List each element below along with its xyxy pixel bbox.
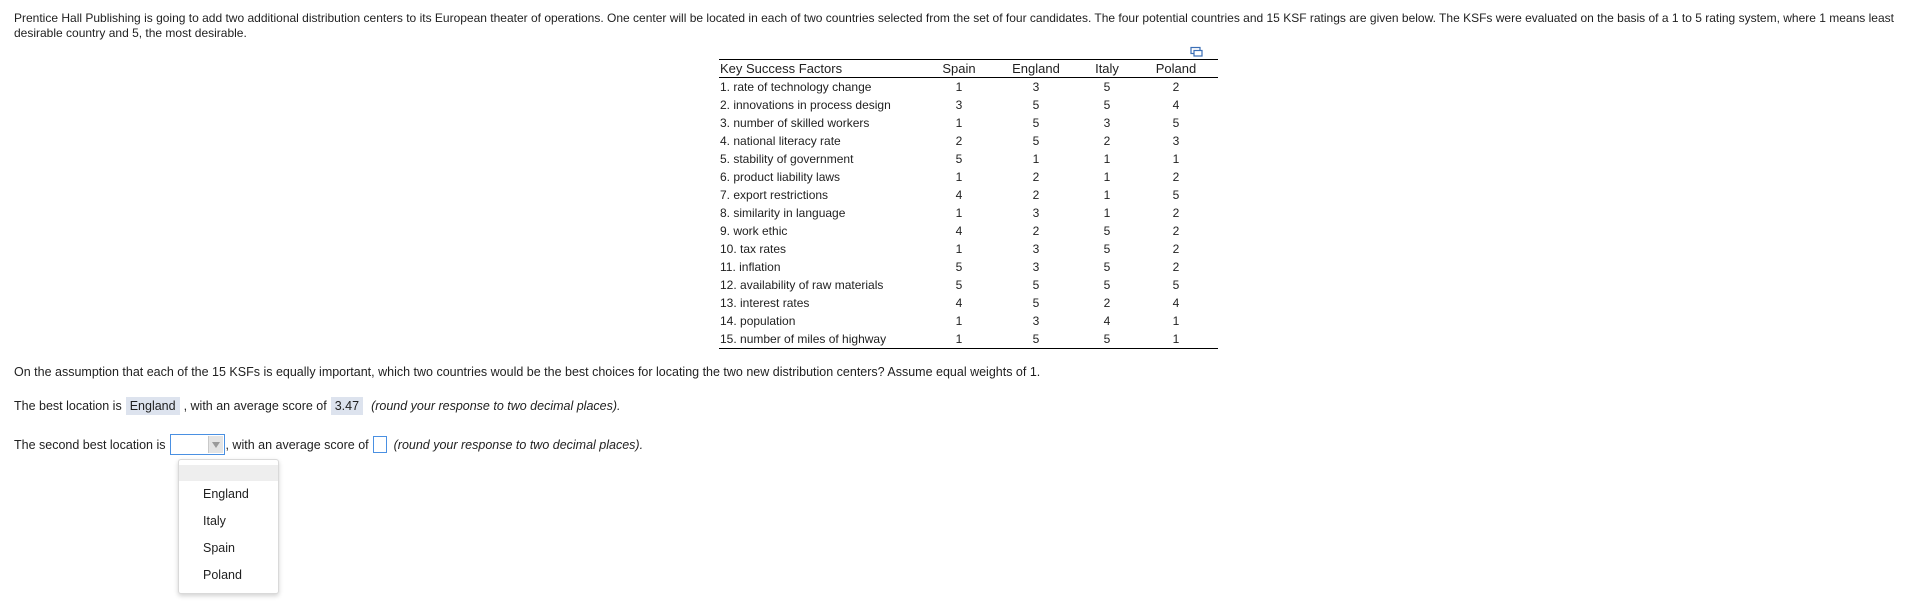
poland-rating-cell: 2 — [1172, 206, 1180, 220]
dropdown-option-spain[interactable]: Spain — [203, 541, 235, 555]
factor-cell: 11. inflation — [720, 260, 781, 274]
england-rating-cell: 5 — [1032, 278, 1040, 292]
england-rating-cell: 1 — [1032, 152, 1040, 166]
dropdown-option-poland[interactable]: Poland — [203, 568, 242, 582]
table-row — [719, 96, 1218, 114]
table-row — [719, 240, 1218, 258]
italy-rating-cell: 4 — [1103, 314, 1111, 328]
england-rating-cell: 3 — [1032, 314, 1040, 328]
best-location-middle: , with an average score of — [183, 399, 327, 413]
spain-rating-cell: 4 — [955, 224, 963, 238]
table-row — [719, 78, 1218, 97]
poland-rating-cell: 3 — [1172, 134, 1180, 148]
header-italy: Italy — [1080, 60, 1134, 78]
poland-rating-cell: 2 — [1172, 224, 1180, 238]
spain-rating-cell: 5 — [955, 152, 963, 166]
factor-cell: 13. interest rates — [720, 296, 810, 310]
factor-cell: 7. export restrictions — [720, 188, 829, 202]
header-england: England — [992, 60, 1080, 78]
spain-rating-cell: 3 — [955, 98, 963, 112]
dropdown-option-italy[interactable]: Italy — [203, 514, 226, 528]
second-location-hint: (round your response to two decimal places). — [393, 437, 644, 452]
england-rating-cell: 2 — [1032, 170, 1040, 184]
table-row — [719, 276, 1218, 294]
best-location-value[interactable]: England — [126, 397, 180, 415]
table-row — [719, 168, 1218, 186]
italy-rating-cell: 3 — [1103, 116, 1111, 130]
italy-rating-cell: 1 — [1103, 152, 1111, 166]
factor-cell: 10. tax rates — [720, 242, 787, 256]
best-location-hint: (round your response to two decimal places). — [371, 399, 621, 413]
italy-rating-cell: 5 — [1103, 98, 1111, 112]
italy-rating-cell: 5 — [1103, 260, 1111, 274]
factor-cell: 1. rate of technology change — [720, 80, 872, 94]
england-rating-cell: 3 — [1032, 80, 1040, 94]
england-rating-cell: 2 — [1032, 224, 1040, 238]
spain-rating-cell: 1 — [955, 116, 963, 130]
spain-rating-cell: 1 — [955, 80, 963, 94]
italy-rating-cell: 1 — [1103, 170, 1111, 184]
table-header-row — [719, 60, 1218, 78]
dropdown-option-england[interactable]: England — [203, 487, 249, 501]
poland-rating-cell: 2 — [1172, 260, 1180, 274]
second-location-prefix: The second best location is — [14, 437, 166, 452]
factor-cell: 14. population — [720, 314, 796, 328]
poland-rating-cell: 2 — [1172, 80, 1180, 94]
location-dropdown-menu — [178, 459, 279, 594]
factor-cell: 4. national literacy rate — [720, 134, 841, 148]
header-spain: Spain — [926, 60, 992, 78]
factor-cell: 3. number of skilled workers — [720, 116, 870, 130]
poland-rating-cell: 5 — [1172, 116, 1180, 130]
poland-rating-cell: 2 — [1172, 242, 1180, 256]
spain-rating-cell: 2 — [955, 134, 963, 148]
ksf-ratings-table — [719, 59, 1218, 349]
poland-rating-cell: 1 — [1172, 152, 1180, 166]
factor-cell: 6. product liability laws — [720, 170, 841, 184]
england-rating-cell: 3 — [1032, 260, 1040, 274]
england-rating-cell: 5 — [1032, 98, 1040, 112]
dropdown-arrow-icon[interactable] — [208, 436, 223, 453]
italy-rating-cell: 1 — [1103, 206, 1111, 220]
england-rating-cell: 5 — [1032, 296, 1040, 310]
best-location-answer — [14, 397, 621, 415]
table-row — [719, 150, 1218, 168]
table-row — [719, 204, 1218, 222]
spain-rating-cell: 5 — [955, 278, 963, 292]
table-row — [719, 114, 1218, 132]
table-row — [719, 222, 1218, 240]
factor-cell: 12. availability of raw materials — [720, 278, 884, 292]
italy-rating-cell: 5 — [1103, 278, 1111, 292]
spain-rating-cell: 5 — [955, 260, 963, 274]
spain-rating-cell: 1 — [955, 314, 963, 328]
england-rating-cell: 3 — [1032, 242, 1040, 256]
poland-rating-cell: 1 — [1172, 314, 1180, 328]
best-location-prefix: The best location is — [14, 399, 122, 413]
table-row — [719, 186, 1218, 204]
spain-rating-cell: 1 — [955, 170, 963, 184]
dropdown-option-blank[interactable] — [179, 465, 278, 481]
spain-rating-cell: 4 — [955, 296, 963, 310]
england-rating-cell: 5 — [1032, 134, 1040, 148]
poland-rating-cell: 5 — [1172, 278, 1180, 292]
england-rating-cell: 5 — [1032, 116, 1040, 130]
factor-cell: 5. stability of government — [720, 152, 854, 166]
italy-rating-cell: 5 — [1103, 80, 1111, 94]
question-text: On the assumption that each of the 15 KSFs is equally important, which two countries would be the best choices for locating the two new distribution centers? Assume equal weights of 1. — [14, 365, 1041, 379]
factor-cell: 8. similarity in language — [720, 206, 846, 220]
poland-rating-cell: 4 — [1172, 296, 1180, 310]
spain-rating-cell: 1 — [926, 330, 992, 349]
second-location-middle: , with an average score of — [225, 437, 369, 452]
italy-rating-cell: 2 — [1103, 296, 1111, 310]
problem-intro-text: Prentice Hall Publishing is going to add two additional distribution centers to its European theater of operations. One center will be located in each of two countries selected from the set of four candidates. The four potential countries and 15 KSF ratings are given below. The KSFs were evaluated on the basis of a 1 to 5 rating system, where 1 means least desirable country and 5, the most desirable. — [14, 11, 1894, 40]
italy-rating-cell: 5 — [1103, 242, 1111, 256]
table-row — [719, 330, 1218, 349]
second-location-answer — [14, 434, 643, 455]
table-row — [719, 132, 1218, 150]
poland-rating-cell: 1 — [1134, 330, 1218, 349]
second-location-score-input[interactable] — [373, 436, 387, 453]
spain-rating-cell: 1 — [955, 206, 963, 220]
table-row — [719, 258, 1218, 276]
poland-rating-cell: 5 — [1172, 188, 1180, 202]
factor-cell: 9. work ethic — [720, 224, 788, 238]
copy-table-icon[interactable] — [1190, 46, 1203, 57]
table-row — [719, 294, 1218, 312]
poland-rating-cell: 4 — [1172, 98, 1180, 112]
spain-rating-cell: 1 — [955, 242, 963, 256]
england-rating-cell: 5 — [992, 330, 1080, 349]
best-location-score[interactable]: 3.47 — [331, 397, 363, 415]
header-key-success-factors: Key Success Factors — [719, 60, 926, 78]
factor-cell: 15. number of miles of highway — [719, 330, 926, 349]
factor-cell: 2. innovations in process design — [720, 98, 891, 112]
spain-rating-cell: 4 — [955, 188, 963, 202]
england-rating-cell: 2 — [1032, 188, 1040, 202]
england-rating-cell: 3 — [1032, 206, 1040, 220]
italy-rating-cell: 5 — [1103, 224, 1111, 238]
header-poland: Poland — [1134, 60, 1218, 78]
second-location-select[interactable] — [170, 434, 225, 455]
italy-rating-cell: 5 — [1080, 330, 1134, 349]
italy-rating-cell: 1 — [1103, 188, 1111, 202]
poland-rating-cell: 2 — [1172, 170, 1180, 184]
table-row — [719, 312, 1218, 330]
italy-rating-cell: 2 — [1103, 134, 1111, 148]
